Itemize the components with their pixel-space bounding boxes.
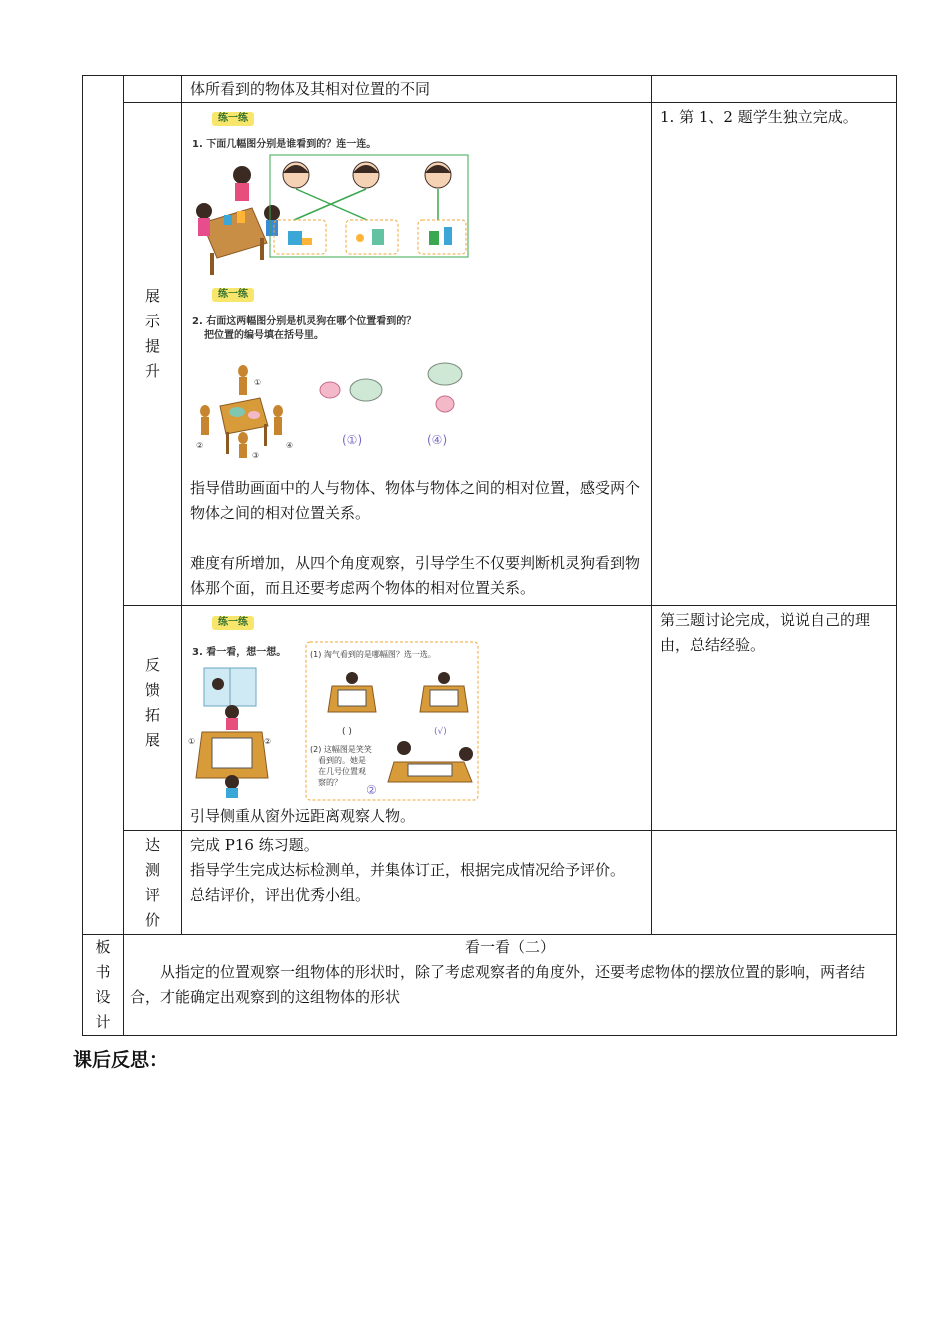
exercise3-choice-a: ( ): [342, 727, 352, 737]
exercise1-question: 1. 下面几幅图分别是谁看到的？连一连。: [192, 139, 377, 150]
exercise3-sub2-line2: 看到的。她是: [318, 756, 366, 765]
section-test-label: [124, 831, 182, 935]
exercise3-tag: 练一练: [212, 616, 254, 630]
section-show-note: 1. 第 1、2 题学生独立完成。: [660, 108, 858, 126]
label-char: 馈: [144, 681, 160, 699]
exercise3-sub1: (1) 淘气看到的是哪幅图？选一选。: [310, 650, 436, 659]
top-row-content: [182, 76, 652, 103]
outer-left-cell: [83, 76, 124, 935]
exercise3-illustration: [182, 606, 652, 804]
exercise2-question-line2: 把位置的编号填在括号里。: [204, 330, 324, 341]
section-test-line3: 总结评价，评出优秀小组。: [190, 886, 371, 904]
position-label: ①: [254, 378, 262, 387]
label-char: 拓: [144, 706, 160, 724]
label-char: 书: [95, 963, 111, 981]
exercise3-sub2-line3: 在几号位置观: [318, 767, 366, 776]
exercise2-answer-1: (①): [342, 433, 363, 447]
section-test-note-cell: [652, 831, 897, 935]
label-char: 达: [144, 835, 160, 854]
section-show-note-cell: [652, 103, 897, 606]
reflection-label: 课后反思：: [73, 1049, 169, 1071]
label-char: 反: [144, 656, 160, 674]
label-char: 提: [144, 337, 160, 355]
label-char: 展: [144, 287, 160, 305]
option-a: [328, 672, 376, 712]
exercise2-tag: 练一练: [212, 288, 254, 302]
option-c-scene: [388, 741, 473, 782]
section-feedback-content: [182, 606, 652, 831]
section-show-content: [182, 103, 652, 606]
classroom-scene: [196, 166, 280, 275]
exercise3-sub2-answer: ②: [366, 783, 377, 797]
board-title: 看一看（二）: [464, 938, 555, 956]
exercise2-answer-2: (④): [427, 433, 448, 447]
exercise2-illustration: [182, 278, 652, 476]
view-bowl-plate-a: [320, 379, 382, 401]
view-bowl-plate-b: [428, 363, 462, 412]
exercise3-choice-b: (√): [434, 727, 447, 737]
top-label-cell: [124, 76, 182, 103]
label-char: 价: [144, 910, 160, 929]
view-box: [418, 220, 466, 254]
label-char: 示: [144, 312, 160, 330]
position-label: ②: [196, 441, 204, 450]
section-feedback-note-cell: [652, 606, 897, 831]
option-b: [420, 672, 468, 712]
label-char: 计: [95, 1013, 111, 1031]
section-board-content: [124, 935, 897, 1036]
section-feedback-guide: 引导侧重从窗外远距离观察人物。: [190, 807, 416, 825]
exercise1-figure: [182, 103, 651, 278]
position-label: ①: [188, 737, 196, 746]
label-char: 升: [144, 362, 160, 380]
top-row-note: [652, 76, 897, 103]
section-board-label: [83, 935, 124, 1036]
position-label: ④: [286, 441, 294, 450]
section-show-label: [124, 103, 182, 606]
top-row-text: 体所看到的物体及其相对位置的不同: [190, 80, 431, 98]
section-feedback-label: [124, 606, 182, 831]
label-char: 设: [95, 988, 111, 1006]
position-label: ③: [252, 451, 260, 460]
section-show-difficulty: 难度有所增加，从四个角度观察，引导学生不仅要判断机灵狗看到物体那个面，而且还要考虑两个物体的相对位置关系。: [190, 554, 641, 597]
exercise3-figure: [182, 606, 651, 804]
exercise1-illustration: [182, 103, 652, 278]
exercise2-question-line1: 2. 右面这两幅图分别是机灵狗在哪个位置看到的？: [192, 316, 417, 327]
position-label: ②: [264, 737, 272, 746]
board-body: 从指定的位置观察一组物体的形状时，除了考虑观察者的角度外，还要考虑物体的摆放位置的影响，两者结合，才能确定出观察到的这组物体的形状: [130, 963, 866, 1006]
exercise3-question: 3. 看一看，想一想。: [192, 647, 287, 658]
section-test-line2: 指导学生完成达标检测单，并集体订正，根据完成情况给予评价。: [190, 861, 626, 879]
section-test-content: [182, 831, 652, 935]
label-char: 测: [144, 860, 160, 879]
section-test-line1: 完成 P16 练习题。: [190, 836, 319, 854]
exercise1-tag: 练一练: [212, 112, 254, 126]
child-face-middle: [353, 162, 379, 188]
label-char: 评: [144, 885, 160, 904]
dog-table-scene: [200, 365, 283, 458]
label-char: 板: [95, 938, 111, 956]
child-face-right: [425, 162, 451, 188]
exercise2-figure: [182, 278, 651, 476]
exercise3-sub2-line1: (2) 这幅图是笑笑: [310, 745, 372, 754]
window-scene: [196, 668, 268, 798]
section-feedback-note: 第三题讨论完成，说说自己的理由，总结经验。: [660, 611, 871, 654]
lesson-plan-table: [82, 75, 897, 1036]
section-show-guide: 指导借助画面中的人与物体、物体与物体之间的相对位置，感受两个物体之间的相对位置关系。: [190, 479, 641, 522]
label-char: 展: [144, 731, 160, 749]
exercise3-sub2-line4: 察的？: [318, 778, 342, 787]
child-face-left: [283, 162, 309, 188]
